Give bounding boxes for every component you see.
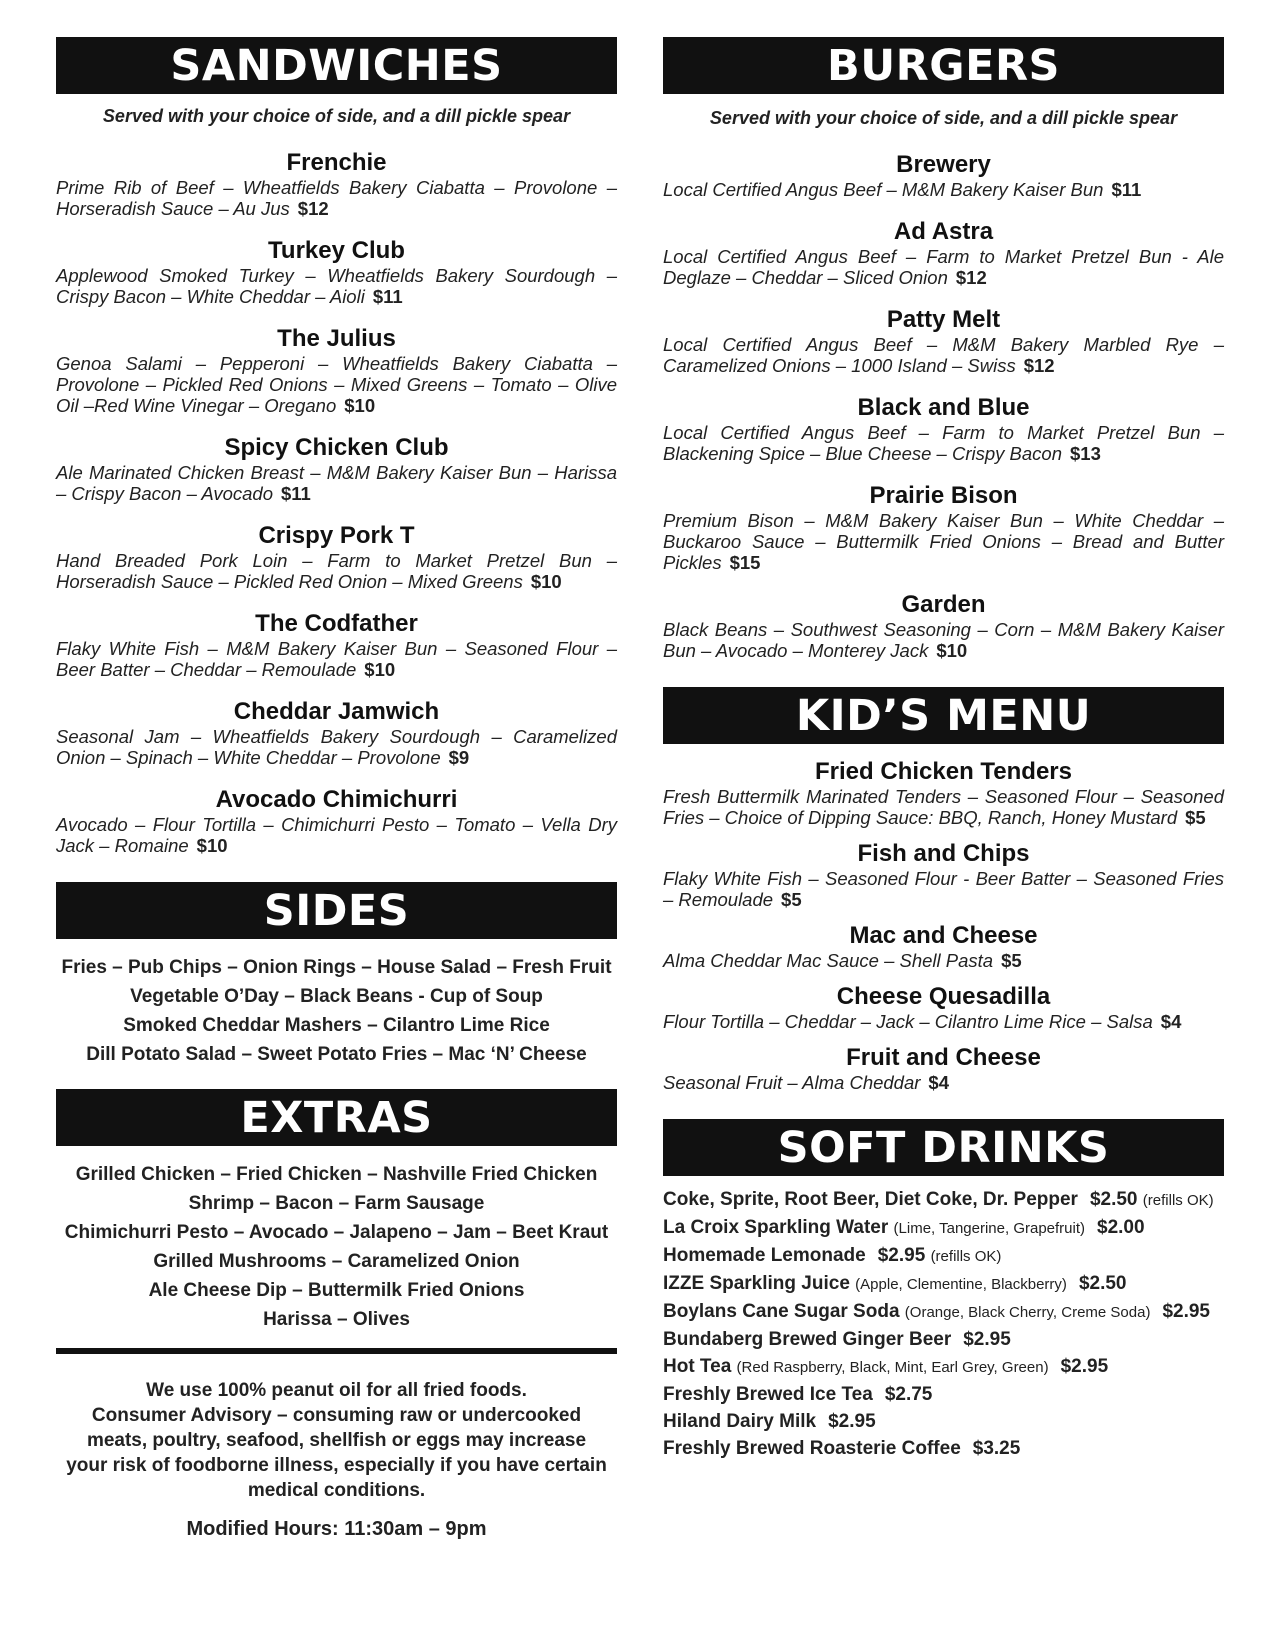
divider-rule [56,1348,617,1354]
modified-hours: Modified Hours: 11:30am – 9pm [186,1518,487,1540]
drink-item [663,1214,1224,1242]
menu-item [663,151,1224,200]
menu-item [663,218,1224,288]
item-description: Flaky White Fish – M&M Bakery Kaiser Bun – Seasoned Flour – Beer Batter – Cheddar – Remoulade $10 [56,638,617,680]
drink-price: $2.50 [1089,1189,1138,1210]
drink-price: $2.95 [1060,1356,1109,1377]
item-price: $13 [1070,443,1101,464]
item-description: Prime Rib of Beef – Wheatfields Bakery Ciabatta – Provolone – Horseradish Sauce – Au Jus $12 [56,177,617,219]
item-price: $12 [297,198,329,219]
item-name: The Julius [277,325,396,352]
menu-item [663,306,1224,376]
item-price: $10 [344,395,376,416]
item-description: Genoa Salami – Pepperoni – Wheatfields Bakery Ciabatta – Provolone – Pickled Red Onions – Mixed Greens – Tomato – Olive Oil –Red Wine Vinegar – Oregano $10 [56,353,617,416]
item-name: Turkey Club [268,237,405,264]
sandwiches-header: SANDWICHES [56,37,617,94]
drink-note: (refills OK) [930,1248,1002,1265]
item-price: $12 [1023,355,1055,376]
menu-item [663,758,1224,828]
drink-item [663,1381,1224,1408]
drink-item [663,1242,1224,1270]
item-description: Local Certified Angus Beef – M&M Bakery Marbled Rye – Caramelized Onions – 1000 Island – Swiss $12 [663,334,1224,376]
item-description: Local Certified Angus Beef – Farm to Market Pretzel Bun - Ale Deglaze – Cheddar – Sliced Onion $12 [663,246,1224,288]
sides-header: SIDES [56,882,617,939]
item-description: Premium Bison – M&M Bakery Kaiser Bun – White Cheddar – Buckaroo Sauce – Buttermilk Fried Onions – Bread and Butter Pickles $15 [663,510,1224,573]
menu-item [56,325,617,416]
item-name: Black and Blue [857,394,1030,421]
drink-note: (Lime, Tangerine, Grapefruit) [893,1220,1086,1237]
menu-item [663,983,1224,1032]
item-description: Black Beans – Southwest Seasoning – Corn – M&M Bakery Kaiser Bun – Avocado – Monterey Jack $10 [663,619,1224,661]
kids-list [663,758,1224,1093]
drink-price: $2.75 [884,1384,933,1405]
item-price: $10 [196,835,228,856]
item-name: Fish and Chips [857,840,1030,867]
sandwiches-list [56,149,617,856]
drink-name: Boylans Cane Sugar Soda [663,1301,900,1322]
item-price: $11 [281,483,311,504]
item-price: $11 [372,286,403,307]
drink-item [663,1298,1224,1326]
item-price: $5 [781,889,802,910]
item-name: Spicy Chicken Club [224,434,449,461]
kids-menu-header: KID’S MENU [663,687,1224,744]
item-description: Local Certified Angus Beef – Farm to Market Pretzel Bun – Blackening Spice – Blue Cheese – Crispy Bacon $13 [663,422,1224,464]
item-description: Applewood Smoked Turkey – Wheatfields Bakery Sourdough – Crispy Bacon – White Cheddar – Aioli $11 [56,265,617,307]
menu-item [663,922,1224,971]
drink-item [663,1270,1224,1298]
item-name: Crispy Pork T [258,522,415,549]
item-price: $10 [530,571,562,592]
item-description: Ale Marinated Chicken Breast – M&M Bakery Kaiser Bun – Harissa – Crispy Bacon – Avocado $11 [56,462,617,504]
drink-name: Hiland Dairy Milk [663,1411,817,1432]
item-description: Flaky White Fish – Seasoned Flour - Beer Batter – Seasoned Fries – Remoulade $5 [663,868,1224,910]
drink-price: $2.95 [828,1411,876,1432]
drink-item [663,1353,1224,1381]
drinks-list [663,1186,1224,1462]
menu-item [56,434,617,504]
menu-item [663,591,1224,661]
drink-item [663,1435,1224,1462]
menu-item [56,698,617,768]
sides-list [56,953,617,1069]
item-description: Fresh Buttermilk Marinated Tenders – Seasoned Flour – Seasoned Fries – Choice of Dipping Sauce: BBQ, Ranch, Honey Mustard $5 [663,786,1224,828]
item-description: Local Certified Angus Beef – M&M Bakery Kaiser Bun $11 [663,179,1142,200]
drink-price: $2.95 [877,1245,926,1266]
soft-drinks-header: SOFT DRINKS [663,1119,1224,1176]
item-name: Ad Astra [893,218,994,245]
item-price: $4 [1160,1011,1182,1032]
drink-name: Coke, Sprite, Root Beer, Diet Coke, Dr. Pepper [663,1189,1078,1210]
burgers-list [663,151,1224,661]
item-price: $12 [955,267,987,288]
drink-note: (refills OK) [1142,1192,1214,1209]
drink-item [663,1408,1224,1435]
item-price: $9 [448,747,470,768]
menu-item [663,394,1224,464]
drink-name: Freshly Brewed Roasterie Coffee [663,1438,961,1459]
advisory-line: Consumer Advisory – consuming raw or undercooked [91,1405,582,1426]
item-name: Fruit and Cheese [846,1044,1041,1071]
drink-note: (Apple, Clementine, Blackberry) [855,1276,1067,1293]
drink-name: IZZE Sparkling Juice [663,1273,850,1294]
menu-item [56,786,617,856]
menu-item [663,1044,1224,1093]
item-description: Flour Tortilla – Cheddar – Jack – Cilantro Lime Rice – Salsa $4 [663,1011,1182,1032]
item-description: Avocado – Flour Tortilla – Chimichurri Pesto – Tomato – Vella Dry Jack – Romaine $10 [56,814,617,856]
consumer-advisory [56,1378,617,1503]
item-name: Cheddar Jamwich [233,698,440,725]
menu-item [56,610,617,680]
extras-list [56,1160,617,1334]
item-name: Prairie Bison [869,482,1018,509]
drink-note: (Orange, Black Cherry, Creme Soda) [904,1304,1151,1321]
drink-price: $2.95 [1162,1301,1210,1322]
extras-line: Grilled Mushrooms – Caramelized Onion [153,1251,520,1272]
menu-item [56,237,617,307]
item-name: Garden [901,591,986,618]
drink-price: $3.25 [972,1438,1021,1459]
sandwiches-subtitle: Served with your choice of side, and a dill pickle spear [102,106,571,126]
left-column [56,37,617,1542]
advisory-line: medical conditions. [247,1480,426,1501]
extras-line: Ale Cheese Dip – Buttermilk Fried Onions [148,1280,525,1301]
extras-line: Chimichurri Pesto – Avocado – Jalapeno – Jam – Beet Kraut [64,1222,609,1243]
item-name: Cheese Quesadilla [836,983,1051,1010]
item-name: The Codfather [255,610,418,637]
item-name: Frenchie [286,149,387,176]
item-price: $5 [1001,950,1022,971]
item-price: $5 [1185,807,1206,828]
item-name: Patty Melt [886,306,1001,333]
drink-name: Hot Tea [663,1356,732,1377]
drink-name: La Croix Sparkling Water [663,1217,889,1238]
advisory-line: your risk of foodborne illness, especially if you have certain [66,1455,607,1476]
item-price: $10 [936,640,968,661]
menu-item [663,482,1224,573]
item-description: Seasonal Fruit – Alma Cheddar $4 [663,1072,949,1093]
item-price: $11 [1111,179,1142,200]
extras-line: Harissa – Olives [263,1309,410,1330]
drink-name: Homemade Lemonade [663,1245,866,1266]
drink-item [663,1326,1224,1353]
item-price: $4 [928,1072,949,1093]
menu-item [56,522,617,592]
drink-price: $2.50 [1078,1273,1127,1294]
drink-name: Freshly Brewed Ice Tea [663,1384,873,1405]
advisory-line: meats, poultry, seafood, shellfish or eggs may increase [86,1430,587,1451]
drink-price: $2.95 [963,1329,1011,1350]
menu-item [56,149,617,219]
extras-line: Shrimp – Bacon – Farm Sausage [188,1193,485,1214]
drink-note: (Red Raspberry, Black, Mint, Earl Grey, Green) [736,1359,1049,1376]
item-name: Fried Chicken Tenders [815,758,1072,785]
menu-item [663,840,1224,910]
sides-line: Dill Potato Salad – Sweet Potato Fries – Mac ‘N’ Cheese [86,1044,587,1065]
item-price: $15 [729,552,761,573]
drink-item [663,1186,1224,1214]
sides-line: Smoked Cheddar Mashers – Cilantro Lime Rice [123,1015,550,1036]
burgers-header: BURGERS [663,37,1224,94]
item-name: Mac and Cheese [849,922,1038,949]
item-description: Seasonal Jam – Wheatfields Bakery Sourdough – Caramelized Onion – Spinach – White Cheddar – Provolone $9 [56,726,617,768]
burgers-subtitle: Served with your choice of side, and a dill pickle spear [709,108,1178,128]
extras-header: EXTRAS [56,1089,617,1146]
sides-line: Vegetable O’Day – Black Beans - Cup of Soup [130,986,543,1007]
item-description: Alma Cheddar Mac Sauce – Shell Pasta $5 [663,950,1022,971]
drink-name: Bundaberg Brewed Ginger Beer [663,1329,952,1350]
item-name: Avocado Chimichurri [215,786,458,813]
item-description: Hand Breaded Pork Loin – Farm to Market Pretzel Bun – Horseradish Sauce – Pickled Red Onion – Mixed Greens $10 [56,550,617,592]
drink-price: $2.00 [1097,1217,1145,1238]
right-column [663,37,1224,1462]
sides-line: Fries – Pub Chips – Onion Rings – House Salad – Fresh Fruit [61,957,612,978]
item-price: $10 [364,659,396,680]
extras-line: Grilled Chicken – Fried Chicken – Nashville Fried Chicken [75,1164,598,1185]
item-name: Brewery [896,151,991,178]
advisory-line: We use 100% peanut oil for all fried foods. [146,1380,527,1401]
